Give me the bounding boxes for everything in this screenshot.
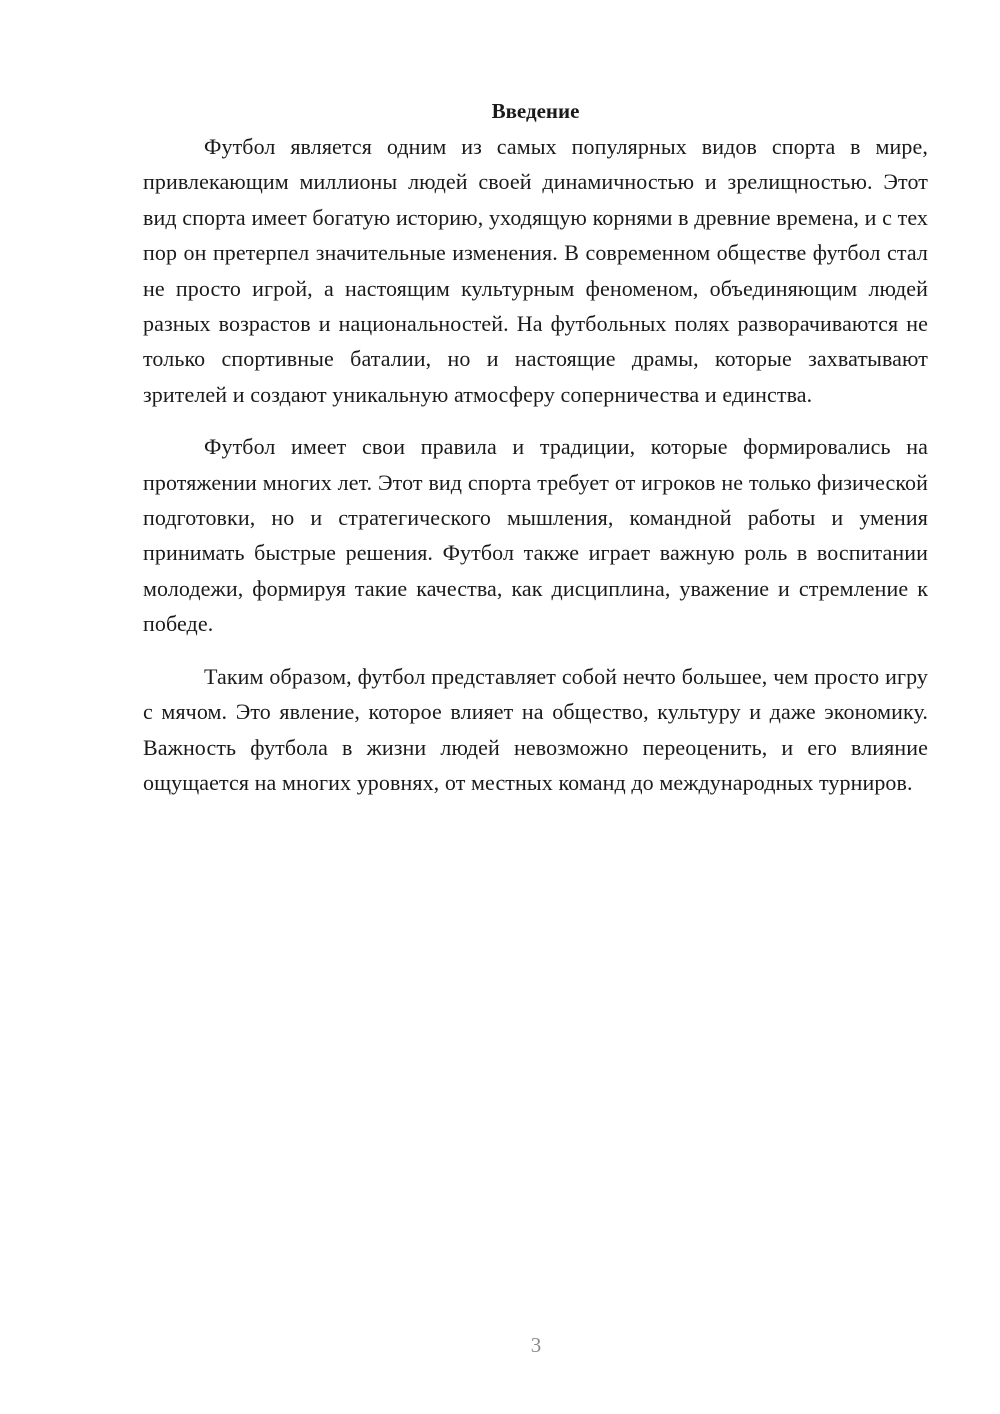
section-heading: Введение <box>491 99 580 123</box>
paragraph-2: Футбол имеет свои правила и традиции, которые формировались на протяжении многих лет. Этот вид спорта требует от игроков не только физической подготовки, но и стратегического мышления, командной работы и умения принимать быстрые решения. Футбол также играет важную роль в воспитании молодежи, формируя такие качества, как дисциплина, уважение и стремление к победе. <box>143 434 928 637</box>
paragraph-3: Таким образом, футбол представляет собой нечто большее, чем просто игру с мячом. Это явление, которое влияет на общество, культуру и даже экономику. Важность футбола в жизни людей невозможно переоценить, и его влияние ощущается на многих уровнях, от местных команд до международных турниров. <box>143 663 928 795</box>
paragraph-1: Футбол является одним из самых популярных видов спорта в мире, привлекающим миллионы людей своей динамичностью и зрелищностью. Этот вид спорта имеет богатую историю, уходящую корнями в древние времена, и с тех пор он претерпел значительные изменения. В современном обществе футбол стал не просто игрой, а настоящим культурным феноменом, объединяющим людей разных возрастов и национальностей. На футбольных полях разворачиваются не только спортивные баталии, но и настоящие драмы, которые захватывают зрителей и создают уникальную атмосферу соперничества и единства. <box>143 134 928 407</box>
page-number: 3 <box>530 1333 542 1357</box>
page-content <box>143 96 928 817</box>
